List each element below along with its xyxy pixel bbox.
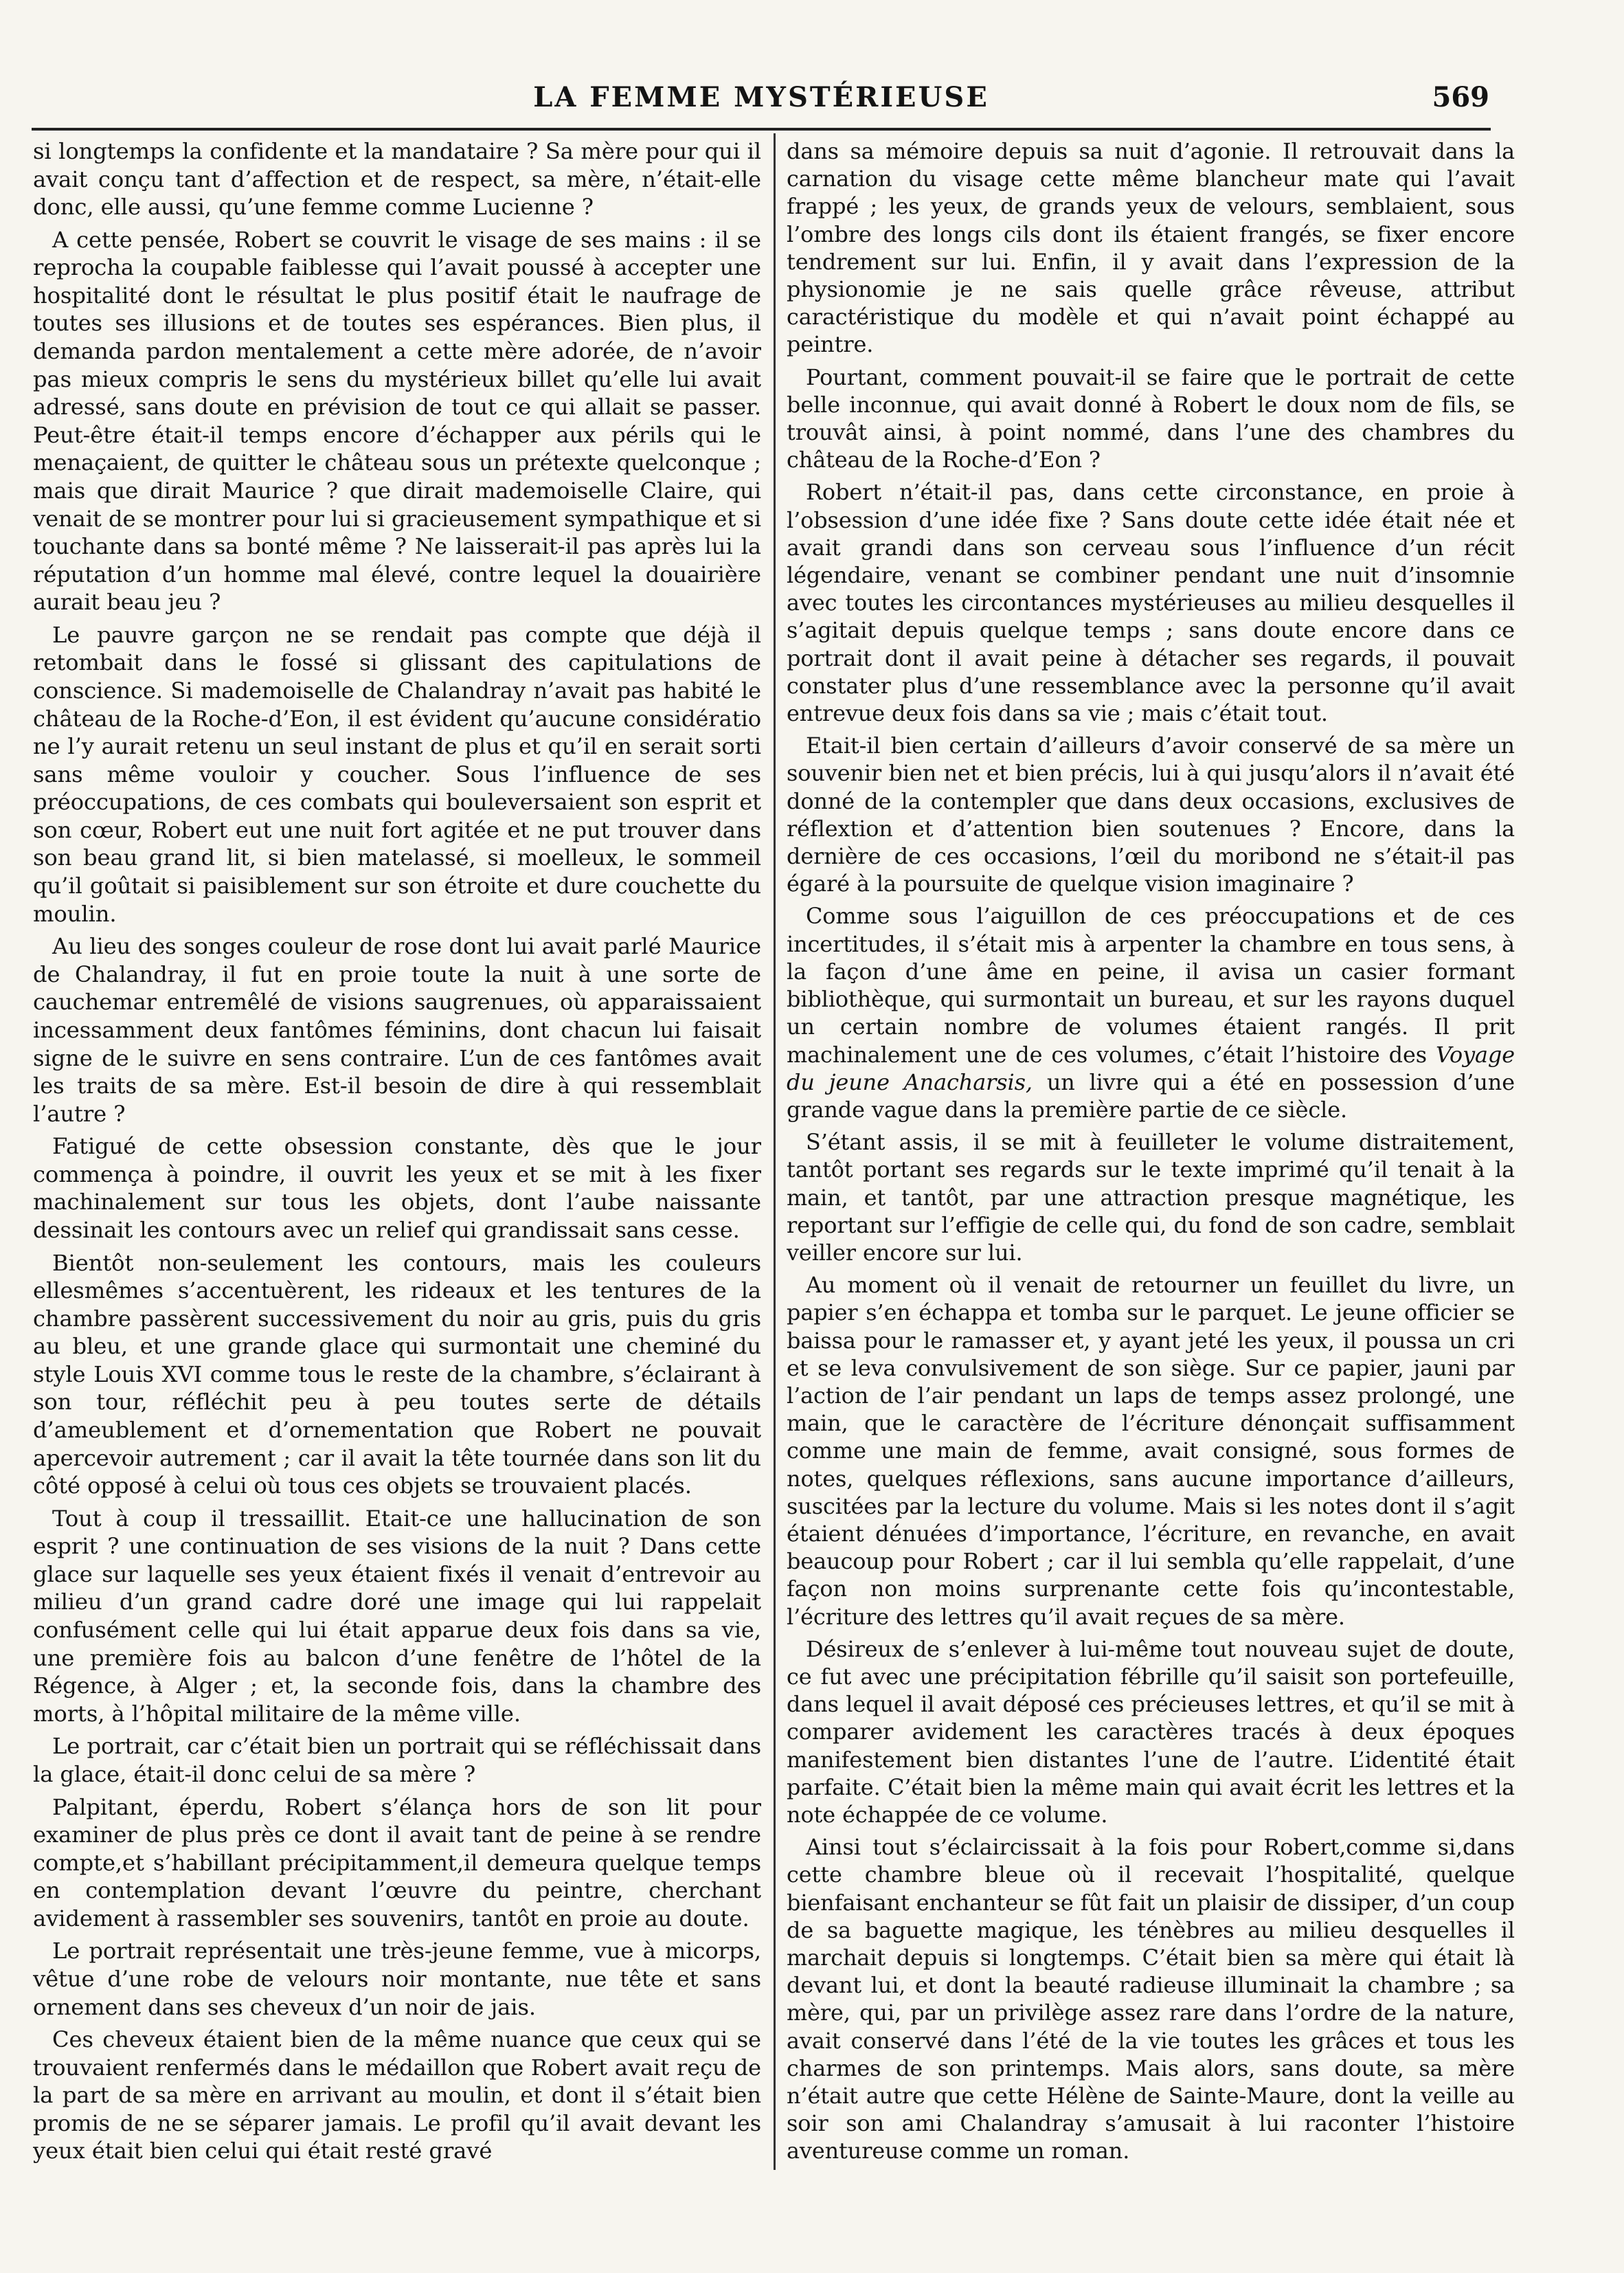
paragraph: Fatigué de cette obsession constante, dès que le jour commença à poindre, il ouvrit les yeux et se mit à les fixer machinalement sur tous les objets, dont l’aube naissante dessinait les contours avec un relief qui grandissait sans cesse. xyxy=(33,1133,761,1243)
header-rule xyxy=(32,128,1491,131)
paragraph: Le pauvre garçon ne se rendait pas compte que déjà il retombait dans le fossé si glissant des capitulations de conscience. Si mademoiselle de Chalandray n’avait pas habité le château de la Roche-d’Eon, il est évident qu’aucune considératio ne l’y aurait retenu un seul instant de plus et qu’il en serait sorti sans même vouloir y coucher. Sous l’influence de ses préoccupations, de ces combats qui bouleversaient son esprit et son cœur, Robert eut une nuit fort agitée et ne put trouver dans son beau grand lit, si bien matelassé, si moelleux, le sommeil qu’il goûtait si paisiblement sur son étroite et dure couchette du moulin. xyxy=(33,621,761,927)
running-title: LA FEMME MYSTÉRIEUSE xyxy=(533,81,989,113)
paragraph: Robert n’était-il pas, dans cette circonstance, en proie à l’obsession d’une idée fixe ? Sans doute cette idée était née et avait grandi dans son cerveau sous l’influence d’un récit légendaire, venant se combiner pendant une nuit d’insomnie avec toutes les circontances mystérieuses au milieu desquelles il s’agitait depuis quelque temps ; sans doute encore dans ce portrait dont il avait peine à détacher ses regards, il pouvait constater plus d’une ressemblance avec la personne qu’il avait entrevue deux fois dans sa vie ; mais c’était tout. xyxy=(787,479,1515,727)
paragraph: A cette pensée, Robert se couvrit le visage de ses mains : il se reprocha la coupable faiblesse qui l’avait poussé à accepter une hospitalité dont le résultat le plus positif était le naufrage de toutes ses illusions et de toutes ses espérances. Bien plus, il demanda pardon mentalement a cette mère adorée, de n’avoir pas mieux compris le sens du mystérieux billet qu’elle lui avait adressé, sans doute en prévision de tout ce qui allait se passer. Peut-être était-il temps encore d’échapper aux périls qui le menaçaient, de quitter le château sous un prétexte quelconque ; mais que dirait Maurice ? que dirait mademoiselle Claire, qui venait de se montrer pour lui si gracieusement sympathique et si touchante dans sa bonté même ? Ne laisserait-il pas après lui la réputation d’un homme mal élevé, contre lequel la douairière aurait beau jeu ? xyxy=(33,226,761,616)
paragraph: Ces cheveux étaient bien de la même nuance que ceux qui se trouvaient renfermés dans le médaillon que Robert avait reçu de la part de sa mère en arrivant au moulin, et dont il s’était bien promis de ne se séparer jamais. Le profil qu’il avait devant les yeux était bien celui qui était resté gravé xyxy=(33,2026,761,2164)
paragraph: Tout à coup il tressaillit. Etait-ce une hallucination de son esprit ? une continuation de ses visions de la nuit ? Dans cette glace sur laquelle ses yeux étaient fixés il venait d’entrevoir au milieu d’un grand cadre doré une image qui lui rappelait confusément celle qui lui était apparue deux fois dans sa vie, une première fois au balcon d’une fenêtre de l’hôtel de la Régence, à Alger ; et, la seconde fois, dans la chambre des morts, à l’hôpital militaire de la même ville. xyxy=(33,1505,761,1727)
left-column xyxy=(33,137,761,2171)
paragraph: Pourtant, comment pouvait-il se faire que le portrait de cette belle inconnue, qui avait donné à Robert le doux nom de fils, se trouvât ainsi, à point nommé, dans l’une des chambres du château de la Roche-d’Eon ? xyxy=(787,363,1515,473)
paragraph: dans sa mémoire depuis sa nuit d’agonie. Il retrouvait dans la carnation du visage cette même blancheur mate qui l’avait frappé ; les yeux, de grands yeux de velours, semblaient, sous l’ombre des longs cils dont ils étaient frangés, se fixer encore tendrement sur lui. Enfin, il y avait dans l’expression de la physionomie je ne sais quelle grâce rêveuse, attribut caractéristique du modèle et qui n’avait point échappé au peintre. xyxy=(787,138,1515,358)
paragraph: si longtemps la confidente et la mandataire ? Sa mère pour qui il avait conçu tant d’affection et de respect, sa mère, n’était-elle donc, elle aussi, qu’une femme comme Lucienne ? xyxy=(33,138,761,221)
paragraph: Etait-il bien certain d’ailleurs d’avoir conservé de sa mère un souvenir bien net et bien précis, lui à qui jusqu’alors il n’avait été donné de la contempler que dans deux occasions, exclusives de réflextion et d’attention bien soutenues ? Encore, dans la dernière de ces occasions, l’œil du moribond ne s’était-il pas égaré à la poursuite de quelque vision imaginaire ? xyxy=(787,732,1515,897)
paragraph: Le portrait représentait une très-jeune femme, vue à micorps, vêtue d’une robe de velours noir montante, nue tête et sans ornement dans ses cheveux d’un noir de jais. xyxy=(33,1938,761,2020)
paragraph: Le portrait, car c’était bien un portrait qui se réfléchissait dans la glace, était-il donc celui de sa mère ? xyxy=(33,1733,761,1787)
paragraph: Au lieu des songes couleur de rose dont lui avait parlé Maurice de Chalandray, il fut en proie toute la nuit à une sorte de cauchemar entremêlé de visions saugrenues, où apparaissaient incessamment deux fantômes féminins, dont chacun lui faisait signe de le suivre en sens contraire. L’un de ces fantômes avait les traits de sa mère. Est-il besoin de dire à qui ressemblait l’autre ? xyxy=(33,933,761,1127)
page-header xyxy=(33,81,1489,126)
book-title: Voyage du jeune Anacharsis, xyxy=(787,1041,1515,1095)
paragraph: Ainsi tout s’éclaircissait à la fois pour Robert,comme si,dans cette chambre bleue où il recevait l’hospitalité, quelque bienfaisant enchanteur se fût fait un plaisir de dissiper, d’un coup de sa baguette magique, les ténèbres au milieu desquelles il marchait depuis si longtemps. C’était bien sa mère qui était là devant lui, et dont la beauté radieuse illuminait la chambre ; sa mère, qui, par un privilège assez rare dans l’ordre de la nature, avait conservé dans l’été de la vie toutes les grâces et tous les charmes de son printemps. Mais alors, sans doute, sa mère n’était autre que cette Hélène de Sainte-Maure, dont la veille au soir son ami Chalandray s’amusait à lui raconter l’histoire aventureuse comme un roman. xyxy=(787,1834,1515,2164)
paragraph: S’étant assis, il se mit à feuilleter le volume distraitement, tantôt portant ses regards sur le texte imprimé qu’il tenait à la main, et tantôt, par une attraction presque magnétique, les reportant sur l’effigie de celle qui, du fond de son cadre, semblait veiller encore sur lui. xyxy=(787,1129,1515,1266)
paragraph xyxy=(787,902,1515,1123)
paragraph: Palpitant, éperdu, Robert s’élança hors de son lit pour examiner de plus près ce dont il avait tant de peine à se rendre compte,et s’habillant précipitamment,il demeura quelque temps en contemplation devant l’œuvre du peintre, cherchant avidement à rassembler ses souvenirs, tantôt en proie au doute. xyxy=(33,1793,761,1932)
page-number: 569 xyxy=(1432,81,1489,113)
text-run: un livre qui a été en possession d’une grande vague dans la première partie de ce siècle. xyxy=(787,1068,1515,1123)
column-separator xyxy=(774,133,776,2170)
paragraph: Bientôt non-seulement les contours, mais les couleurs ellesmêmes s’accentuèrent, les rideaux et les tentures de la chambre passèrent successivement du noir au gris, puis du gris au bleu, et une grande glace qui surmontait une cheminé du style Louis XVI comme tous le reste de la chambre, s’éclairant à son tour, réfléchit peu à peu toutes serte de détails d’ameublement et d’ornementation que Robert ne pouvait apercevoir autrement ; car il avait la tête tournée dans son lit du côté opposé à celui où tous ces objets se trouvaient placés. xyxy=(33,1249,761,1499)
right-column xyxy=(787,137,1515,2171)
paragraph: Désireux de s’enlever à lui-même tout nouveau sujet de doute, ce fut avec une précipitation fébrille qu’il saisit son portefeuille, dans lequel il avait déposé ces précieuses lettres, et qu’il se mit à comparer avidement les caractères tracés à deux époques manifestement bien distantes l’une de l’autre. L’identité était parfaite. C’était bien la même main qui avait écrit les lettres et la note échappée de ce volume. xyxy=(787,1635,1515,1828)
paragraph: Au moment où il venait de retourner un feuillet du livre, un papier s’en échappa et tomba sur le parquet. Le jeune officier se baissa pour le ramasser et, y ayant jeté les yeux, il poussa un cri et se leva convulsivement de son siège. Sur ce papier, jauni par l’action de l’air pendant un laps de temps assez prolongé, une main, que le caractère de l’écriture dénonçait suffisamment comme une main de femme, avait consigné, sous formes de notes, quelques réflexions, sans aucune importance d’ailleurs, suscitées par la lecture du volume. Mais si les notes dont il s’agit étaient dénuées d’importance, l’écriture, en revanche, en avait beaucoup pour Robert ; car il lui sembla qu’elle rappelait, d’une façon non moins surprenante cette fois qu’incontestable, l’écriture des lettres qu’il avait reçues de sa mère. xyxy=(787,1272,1515,1630)
text-run: Comme sous l’aiguillon de ces préoccupations et de ces incertitudes, il s’était mis à arpenter la chambre en tous sens, à la façon d’une âme en peine, il avisa un casier formant bibliothèque, qui surmontait un bureau, et sur les rayons duquel un certain nombre de volumes étaient rangés. Il prit machinalement une de ces volumes, c’était l’histoire des xyxy=(787,903,1515,1068)
